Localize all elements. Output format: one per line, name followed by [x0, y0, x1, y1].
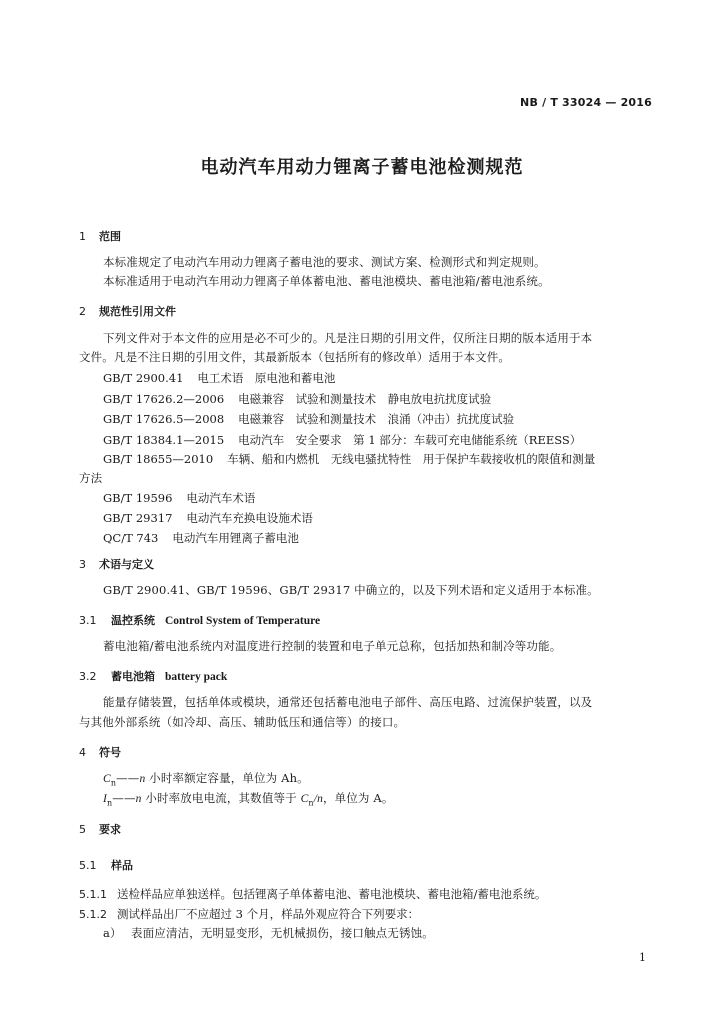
reference-code: QC/T 743 [103, 531, 159, 545]
subsection-number: 3.2 [79, 670, 97, 683]
clause-text: 测试样品出厂不应超过 3 个月，样品外观应符合下列要求： [117, 907, 420, 921]
reference-item [103, 391, 491, 407]
section-number: 2 [79, 305, 86, 318]
reference-title: 电动汽车术语 [186, 491, 256, 505]
symbol-text: 小时率额定容量，单位为 Ah。 [149, 771, 309, 785]
reference-title: 电工术语 原电池和蓄电池 [197, 371, 336, 385]
symbol-text: 小时率放电电流，其数值等于 [145, 791, 301, 805]
reference-code: GB/T 17626.5—2008 [103, 412, 225, 426]
section-1-heading [79, 228, 121, 244]
paragraph: 蓄电池箱/蓄电池系统内对温度进行控制的装置和电子单元总称，包括加热和制冷等功能。 [103, 639, 562, 653]
reference-title: 电动汽车充换电设施术语 [186, 511, 313, 525]
symbol-definition [103, 790, 394, 807]
paragraph: 与其他外部系统（如冷却、高压、辅助低压和通信等）的接口。 [79, 715, 406, 729]
clause-number: 5.1.2 [79, 908, 107, 921]
variable: /n [313, 793, 323, 805]
reference-continuation: 方法 [79, 471, 103, 485]
reference-title: 车辆、船和内燃机 无线电骚扰特性 用于保护车载接收机的限值和测量 [227, 452, 596, 466]
subsection-3-1-heading [79, 612, 320, 628]
section-4-heading [79, 744, 121, 760]
reference-item [103, 411, 514, 427]
term-chinese: 温控系统 [111, 614, 155, 627]
reference-code: GB/T 29317 [103, 511, 173, 525]
reference-item [103, 490, 255, 506]
symbol-subscript: n [308, 798, 314, 808]
symbol-subscript: n [110, 778, 117, 788]
reference-code: GB/T 17626.2—2006 [103, 392, 225, 406]
reference-code: GB/T 18655—2010 [103, 452, 214, 466]
section-title: 规范性引用文件 [99, 305, 176, 318]
section-5-heading [79, 821, 121, 837]
term-chinese: 蓄电池箱 [111, 670, 155, 683]
variable: n [135, 793, 142, 805]
symbol: C [103, 773, 111, 785]
dash: —— [112, 791, 136, 805]
variable: n [139, 773, 146, 785]
reference-item [103, 451, 595, 467]
subsection-number: 5.1 [79, 859, 97, 872]
section-3-heading [79, 556, 154, 572]
section-number: 3 [79, 558, 86, 571]
reference-code: GB/T 18384.1—2015 [103, 433, 225, 447]
paragraph: 文件。凡是不注日期的引用文件，其最新版本（包括所有的修改单）适用于本文件。 [79, 350, 511, 364]
term-english: Control System of Temperature [165, 615, 321, 627]
symbol-text: ，单位为 A。 [322, 791, 394, 805]
reference-item [103, 510, 313, 526]
subsection-5-1-heading [79, 857, 133, 873]
subsection-3-2-heading [79, 668, 227, 684]
list-label: a） [103, 926, 122, 940]
symbol-definition [103, 770, 309, 787]
reference-code: GB/T 2900.41 [103, 371, 184, 385]
symbol: C [300, 793, 309, 805]
reference-title: 电磁兼容 试验和测量技术 静电放电抗扰度试验 [238, 392, 492, 406]
section-title: 术语与定义 [99, 558, 154, 571]
clause-5-1-1 [79, 886, 546, 902]
document-title: 电动汽车用动力锂离子蓄电池检测规范 [200, 157, 524, 178]
list-item [103, 925, 434, 941]
reference-item [103, 530, 299, 546]
clause-text: 送检样品应单独送样。包括锂离子单体蓄电池、蓄电池模块、蓄电池箱/蓄电池系统。 [117, 887, 547, 901]
symbol: I [103, 793, 107, 805]
symbol-subscript: n [106, 798, 113, 808]
reference-code: GB/T 19596 [103, 491, 173, 505]
clause-5-1-2 [79, 906, 419, 922]
section-number: 1 [79, 230, 86, 243]
paragraph: GB/T 2900.41、GB/T 19596、GB/T 29317 中确立的，以及下列术语和定义适用于本标准。 [103, 583, 599, 597]
section-number: 4 [79, 746, 86, 759]
paragraph: 下列文件对于本文件的应用是必不可少的。凡是注日期的引用文件，仅所注日期的版本适用于本 [103, 331, 593, 345]
dash: —— [116, 771, 140, 785]
reference-title: 电动汽车用锂离子蓄电池 [172, 531, 299, 545]
subsection-number: 3.1 [79, 614, 97, 627]
paragraph: 能量存储装置，包括单体或模块，通常还包括蓄电池电子部件、高压电路、过流保护装置，以及 [103, 695, 593, 709]
clause-number: 5.1.1 [79, 888, 107, 901]
list-text: 表面应清洁，无明显变形，无机械损伤，接口触点无锈蚀。 [131, 926, 434, 940]
reference-title: 电动汽车 安全要求 第 1 部分：车载可充电储能系统（REESS） [238, 433, 582, 447]
section-title: 范围 [99, 230, 121, 243]
section-2-heading [79, 303, 176, 319]
reference-item [103, 432, 581, 448]
section-title: 符号 [99, 746, 121, 759]
reference-item [103, 370, 335, 386]
section-number: 5 [79, 823, 86, 836]
paragraph: 本标准适用于电动汽车用动力锂离子单体蓄电池、蓄电池模块、蓄电池箱/蓄电池系统。 [103, 274, 550, 288]
standard-number: NB / T 33024 — 2016 [520, 96, 652, 109]
paragraph: 本标准规定了电动汽车用动力锂离子蓄电池的要求、测试方案、检测形式和判定规则。 [103, 255, 546, 269]
term-english: battery pack [165, 671, 228, 683]
section-title: 要求 [99, 823, 121, 836]
page-number: 1 [639, 951, 646, 964]
subsection-title: 样品 [111, 859, 133, 872]
reference-title: 电磁兼容 试验和测量技术 浪涌（冲击）抗扰度试验 [238, 412, 515, 426]
